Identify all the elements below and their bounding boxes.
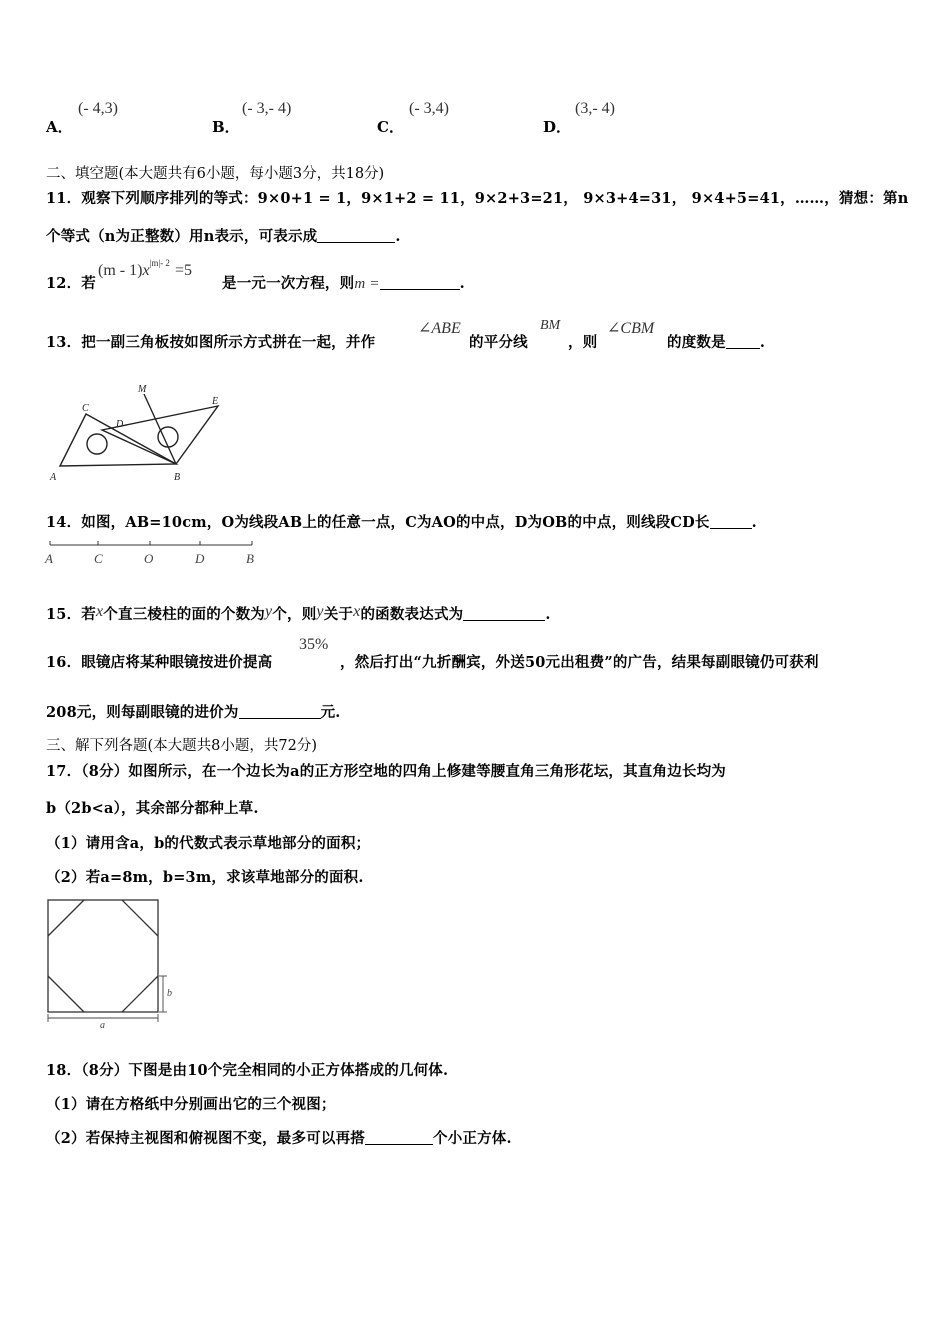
- q13-then: ，则: [568, 334, 598, 351]
- q15-p4: 关于: [323, 606, 354, 623]
- option-b-label: B．: [212, 118, 240, 136]
- q12-rest: 是一元一次方程，则m = .: [222, 275, 465, 292]
- q15-y: y: [265, 603, 273, 620]
- option-b-value: (- 3,- 4): [242, 100, 292, 117]
- q13-prefix: 13．把一副三角板按如图所示方式拼在一起，并作: [46, 334, 376, 351]
- q15-p1: 15．若: [46, 606, 96, 623]
- q12-prefix: 12．若: [46, 275, 96, 292]
- option-a-value: (- 4,3): [78, 100, 118, 117]
- q12-x: x: [142, 262, 150, 279]
- q13-middle: 的平分线: [469, 334, 528, 351]
- q12-m-eq: m =: [354, 276, 380, 292]
- q18-sub2: [46, 1127, 512, 1148]
- section3-title: 三、解下列各题(本大题共8小题，共72分): [46, 738, 317, 754]
- q18-sub2-b: 个小正方体.: [433, 1130, 512, 1147]
- q17-line2: b（2b<a），其余部分都种上草.: [46, 800, 259, 817]
- point-o: O: [144, 551, 154, 566]
- q13-suffix: 的度数是 .: [667, 334, 766, 351]
- option-c-value: (- 3,4): [409, 100, 449, 117]
- q11-answer-blank[interactable]: [317, 228, 395, 243]
- q18-sub1: （1）请在方格纸中分别画出它的三个视图；: [46, 1096, 336, 1113]
- q17-sub1: （1）请用含a，b的代数式表示草地部分的面积；: [46, 835, 371, 852]
- q17-line1: 17．（8分）如图所示，在一个边长为a的正方形空地的四角上修建等腰直角三角形花坛，其直角边长均为: [46, 763, 727, 780]
- option-a-label: A．: [46, 118, 73, 136]
- q15-p3: 个，则: [272, 606, 317, 623]
- q15-x2: x: [353, 603, 361, 620]
- q12-m-term: (m - 1): [98, 262, 143, 279]
- q13-suffix-text: 的度数是: [667, 334, 726, 351]
- q11-line2: 个等式（n为正整数）用n表示，可表示成 .: [46, 228, 401, 245]
- q16-unit: 元.: [320, 704, 341, 721]
- q12-middle: 是一元一次方程，则: [222, 275, 355, 292]
- q14-text: 14．如图，AB=10cm，O为线段AB上的任意一点，C为AO的中点，D为OB的中点，则线段CD长: [46, 514, 710, 531]
- q18-answer-blank[interactable]: [365, 1130, 433, 1145]
- label-b: B: [174, 472, 181, 483]
- q15-y2: y: [316, 603, 324, 620]
- q12-exponent: |m|- 2: [149, 258, 170, 268]
- q13-answer-blank[interactable]: [726, 334, 760, 349]
- corner-triangle-br: [122, 976, 158, 1012]
- q11-line2-text: 个等式（n为正整数）用n表示，可表示成: [46, 228, 318, 245]
- q16-pct: 35%: [299, 636, 329, 653]
- point-d: D: [195, 551, 205, 566]
- q14: 14．如图，AB=10cm，O为线段AB上的任意一点，C为AO的中点，D为OB的中点，则线段CD长 .: [46, 514, 757, 531]
- q16-p2: ，然后打出“九折酬宾，外送50元出租费”的广告，结果每副眼镜仍可获利: [340, 654, 819, 671]
- label-a: A: [50, 472, 57, 483]
- q14-answer-blank[interactable]: [710, 514, 752, 529]
- label-d: D: [116, 419, 124, 430]
- corner-triangle-tr: [122, 900, 158, 936]
- q12-equation: [98, 258, 192, 280]
- q13-angle-abe: ∠ABE: [418, 320, 461, 337]
- point-a: A: [45, 551, 53, 566]
- q17-sub2: （2）若a=8m，b=3m，求该草地部分的面积.: [46, 869, 364, 886]
- q11-line1: 11．观察下列顺序排列的等式：9×0+1 = 1，9×1+2 = 11，9×2+3=21， 9×3+4=31， 9×4+5=41，……，猜想：第n: [46, 190, 909, 207]
- q13-angle-cbm: ∠CBM: [607, 320, 655, 337]
- q14-figure: [44, 537, 264, 569]
- q16-answer-blank[interactable]: [239, 704, 321, 719]
- square-plot: [48, 900, 158, 1012]
- option-d-value: (3,- 4): [575, 100, 615, 117]
- label-b: b: [167, 988, 172, 999]
- q12-rhs: =5: [175, 262, 193, 279]
- label-e: E: [212, 396, 219, 407]
- circle-right: [158, 427, 178, 447]
- q16-p1: 16．眼镜店将某种眼镜按进价提高: [46, 654, 273, 671]
- label-c: C: [82, 403, 89, 414]
- option-c-label: C．: [377, 118, 404, 136]
- label-a: a: [100, 1020, 105, 1030]
- q16-line2: [46, 701, 341, 722]
- label-m: M: [138, 384, 147, 395]
- corner-triangle-tl: [48, 900, 84, 936]
- q12-answer-blank[interactable]: [380, 275, 460, 290]
- corner-triangle-bl: [48, 976, 84, 1012]
- q15-p5: 的函数表达式为: [360, 606, 464, 623]
- point-c: C: [94, 551, 103, 566]
- q13-bm: BM: [540, 318, 561, 333]
- q13-figure: [44, 380, 234, 485]
- q12: [46, 272, 96, 293]
- point-b: B: [246, 551, 254, 566]
- q15-x: x: [95, 603, 104, 620]
- q15-answer-blank[interactable]: [463, 606, 545, 621]
- q15: 15．若x个直三棱柱的面的个数为y个，则y关于x的函数表达式为 .: [46, 603, 551, 623]
- q18-sub2-a: （2）若保持主视图和俯视图不变，最多可以再搭: [46, 1130, 365, 1147]
- circle-left: [87, 434, 107, 454]
- section2-title: 二、填空题(本大题共有6小题，每小题3分，共18分): [46, 166, 385, 182]
- q15-p2: 个直三棱柱的面的个数为: [103, 606, 265, 623]
- q17-figure: [44, 896, 184, 1030]
- q18-line1: 18．（8分）下图是由10个完全相同的小正方体搭成的几何体.: [46, 1062, 449, 1079]
- option-d-label: D．: [543, 118, 572, 136]
- bisector-bm: [144, 394, 176, 464]
- q16-line2-text: 208元，则每副眼镜的进价为: [46, 704, 239, 721]
